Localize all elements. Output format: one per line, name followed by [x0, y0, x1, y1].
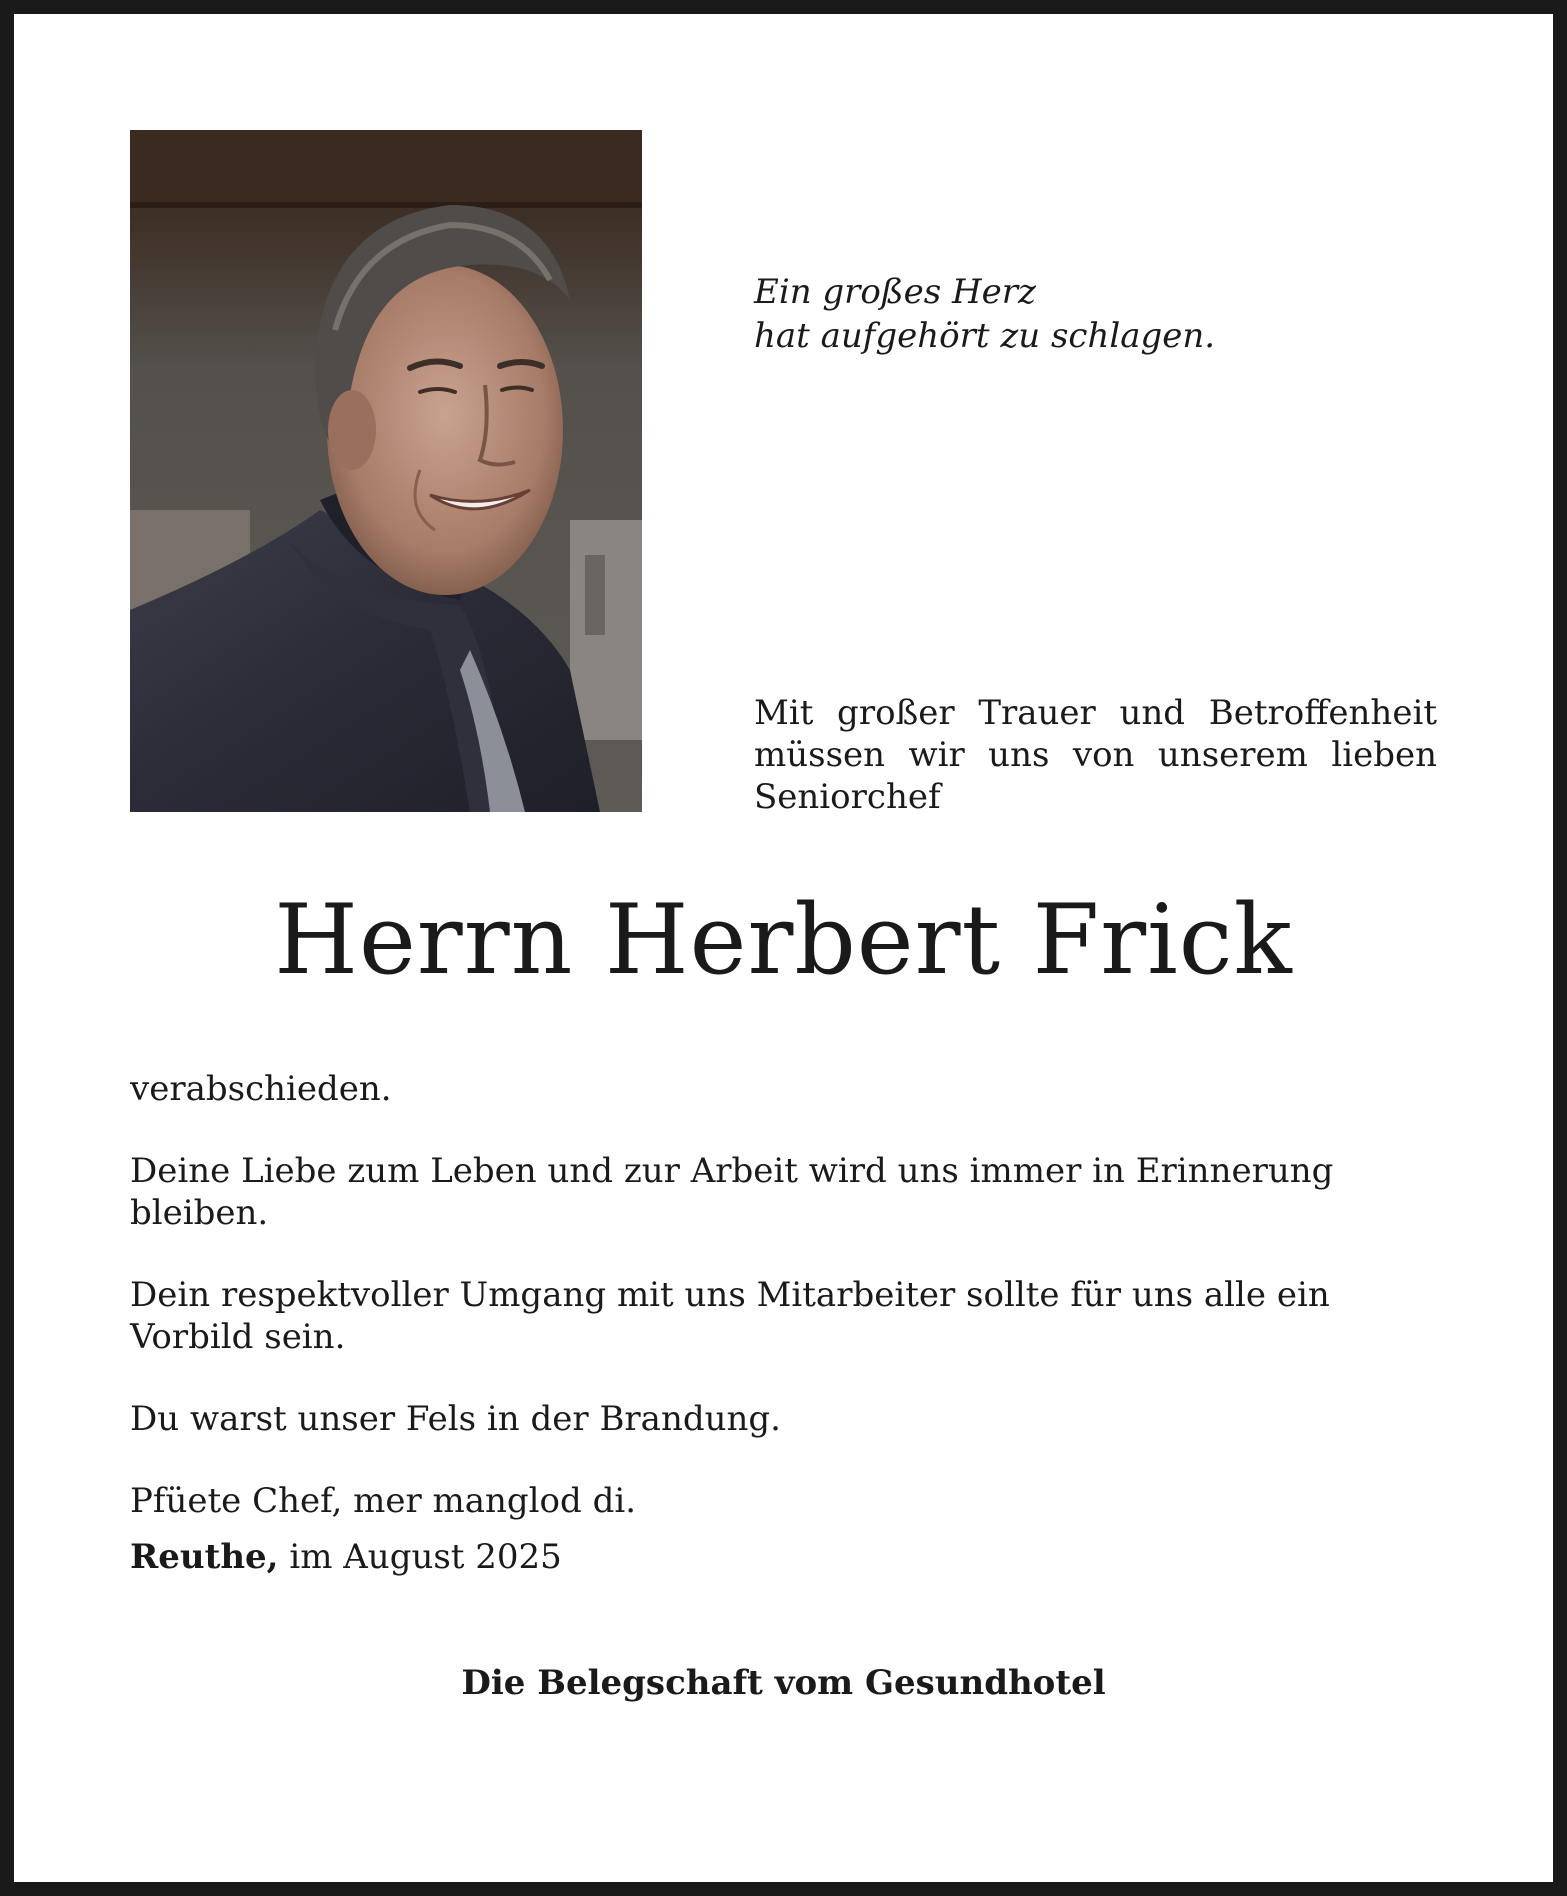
deceased-name: Herrn Herbert Frick — [274, 884, 1293, 996]
portrait-photo — [130, 130, 642, 812]
body-paragraph-2: Deine Liebe zum Leben und zur Arbeit wird uns immer in Erinnerung bleiben. — [130, 1151, 1334, 1233]
motto-line-2: hat aufgehört zu schlagen. — [754, 316, 1216, 356]
motto-line-1: Ein großes Herz — [754, 272, 1036, 312]
body-paragraph-5: Pfüete Chef, mer manglod di. — [130, 1481, 637, 1521]
motto-quote — [754, 270, 1215, 358]
place-name: Reuthe, — [130, 1537, 279, 1577]
signature: Die Belegschaft vom Gesundhotel — [461, 1663, 1106, 1703]
place-and-date — [130, 1536, 562, 1578]
body-paragraph-4: Du warst unser Fels in der Brandung. — [130, 1399, 781, 1439]
date-text: im August 2025 — [278, 1537, 562, 1577]
body-paragraph-3: Dein respektvoller Umgang mit uns Mitarbeiter sollte für uns alle ein Vorbild sein. — [130, 1275, 1330, 1357]
body-paragraph-1: verabschieden. — [130, 1069, 392, 1109]
intro-text: Mit großer Trauer und Betroffenheit müssen wir uns von unserem lieben Seniorchef — [754, 693, 1437, 817]
obituary-body — [130, 1068, 1450, 1562]
